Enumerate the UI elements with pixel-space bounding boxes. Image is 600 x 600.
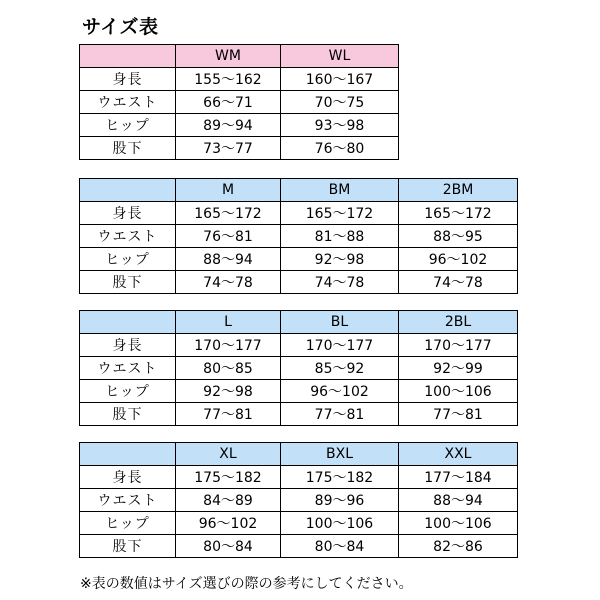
table-cell: 81～88: [281, 225, 399, 248]
table-cell: 160～167: [281, 68, 399, 91]
row-label-height: 身長: [80, 68, 176, 91]
row-label-hip: ヒップ: [80, 512, 176, 535]
size-table-l: [79, 310, 518, 426]
table-cell: 175～182: [281, 466, 399, 489]
row-label-waist: ウエスト: [80, 357, 176, 380]
size-header: BM: [281, 179, 399, 202]
size-header: XL: [176, 443, 281, 466]
table-row-waist: [80, 357, 518, 380]
table-row-waist: [80, 91, 399, 114]
table-cell: 85～92: [281, 357, 399, 380]
size-header: XXL: [399, 443, 518, 466]
size-table-women: [79, 44, 399, 160]
header-blank-cell: [80, 443, 176, 466]
size-header: BXL: [281, 443, 399, 466]
row-label-inseam: 股下: [80, 137, 176, 160]
table-cell: 80～84: [176, 535, 281, 558]
table-cell: 89～94: [176, 114, 281, 137]
table-cell: 155～162: [176, 68, 281, 91]
table-cell: 76～80: [281, 137, 399, 160]
row-label-height: 身長: [80, 202, 176, 225]
size-header: WM: [176, 45, 281, 68]
table-cell: 96～102: [176, 512, 281, 535]
table-cell: 165～172: [281, 202, 399, 225]
table-row-height: [80, 202, 518, 225]
table-cell: 170～177: [176, 334, 281, 357]
table-cell: 92～99: [399, 357, 518, 380]
table-cell: 100～106: [399, 380, 518, 403]
size-header: BL: [281, 311, 399, 334]
table-cell: 70～75: [281, 91, 399, 114]
row-label-waist: ウエスト: [80, 489, 176, 512]
table-cell: 165～172: [176, 202, 281, 225]
size-header: L: [176, 311, 281, 334]
table-row-waist: [80, 225, 518, 248]
row-label-hip: ヒップ: [80, 380, 176, 403]
table-cell: 77～81: [176, 403, 281, 426]
table-cell: 80～84: [281, 535, 399, 558]
table-row-inseam: [80, 403, 518, 426]
table-cell: 177～184: [399, 466, 518, 489]
table-cell: 100～106: [281, 512, 399, 535]
table-cell: 74～78: [399, 271, 518, 294]
table-header-row: [80, 443, 518, 466]
table-cell: 93～98: [281, 114, 399, 137]
row-label-waist: ウエスト: [80, 225, 176, 248]
page-title: サイズ表: [82, 16, 159, 38]
table-cell: 76～81: [176, 225, 281, 248]
table-cell: 88～95: [399, 225, 518, 248]
table-cell: 175～182: [176, 466, 281, 489]
row-label-hip: ヒップ: [80, 248, 176, 271]
size-table-m: [79, 178, 518, 294]
table-cell: 80～85: [176, 357, 281, 380]
table-cell: 170～177: [399, 334, 518, 357]
table-cell: 96～102: [281, 380, 399, 403]
size-header: M: [176, 179, 281, 202]
table-cell: 100～106: [399, 512, 518, 535]
table-cell: 74～78: [176, 271, 281, 294]
table-cell: 170～177: [281, 334, 399, 357]
row-label-waist: ウエスト: [80, 91, 176, 114]
table-cell: 84～89: [176, 489, 281, 512]
table-cell: 66～71: [176, 91, 281, 114]
row-label-height: 身長: [80, 466, 176, 489]
row-label-inseam: 股下: [80, 535, 176, 558]
size-header: 2BM: [399, 179, 518, 202]
table-row-height: [80, 68, 399, 91]
table-header-row: [80, 179, 518, 202]
table-row-hip: [80, 380, 518, 403]
table-row-height: [80, 334, 518, 357]
table-cell: 96～102: [399, 248, 518, 271]
table-row-hip: [80, 114, 399, 137]
table-cell: 82～86: [399, 535, 518, 558]
header-blank-cell: [80, 45, 176, 68]
row-label-height: 身長: [80, 334, 176, 357]
header-blank-cell: [80, 179, 176, 202]
size-table-xl: [79, 442, 518, 558]
size-header: 2BL: [399, 311, 518, 334]
footnote: ※表の数値はサイズ選びの際の参考にしてください。: [80, 576, 413, 592]
table-header-row: [80, 311, 518, 334]
row-label-inseam: 股下: [80, 403, 176, 426]
table-cell: 165～172: [399, 202, 518, 225]
row-label-inseam: 股下: [80, 271, 176, 294]
table-cell: 88～94: [399, 489, 518, 512]
table-cell: 88～94: [176, 248, 281, 271]
table-row-hip: [80, 248, 518, 271]
table-cell: 92～98: [281, 248, 399, 271]
table-row-height: [80, 466, 518, 489]
size-header: WL: [281, 45, 399, 68]
table-cell: 73～77: [176, 137, 281, 160]
header-blank-cell: [80, 311, 176, 334]
table-row-waist: [80, 489, 518, 512]
table-cell: 89～96: [281, 489, 399, 512]
table-cell: 77～81: [399, 403, 518, 426]
row-label-hip: ヒップ: [80, 114, 176, 137]
table-row-hip: [80, 512, 518, 535]
table-row-inseam: [80, 535, 518, 558]
table-row-inseam: [80, 137, 399, 160]
table-cell: 74～78: [281, 271, 399, 294]
table-cell: 92～98: [176, 380, 281, 403]
table-row-inseam: [80, 271, 518, 294]
table-header-row: [80, 45, 399, 68]
table-cell: 77～81: [281, 403, 399, 426]
